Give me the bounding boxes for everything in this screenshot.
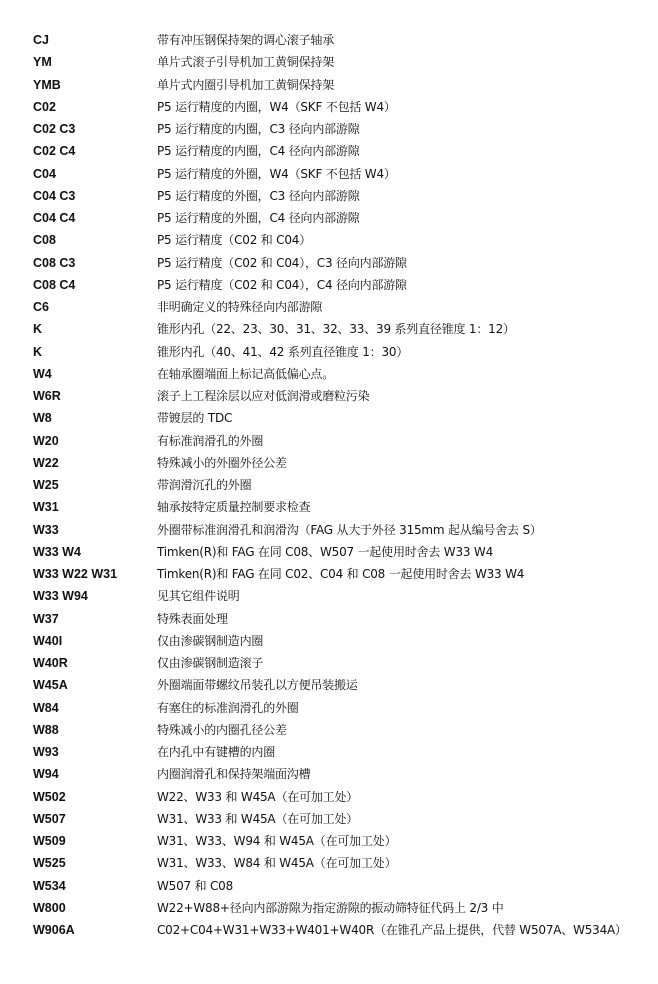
table-row — [0, 474, 658, 496]
suffix-code: W20 — [33, 433, 59, 448]
table-row — [0, 919, 658, 941]
suffix-description: P5 运行精度的内圈，C4 径向内部游隙 — [157, 144, 360, 159]
suffix-description: P5 运行精度（C02 和 C04） — [157, 233, 312, 248]
table-row — [0, 496, 658, 518]
table-row — [0, 897, 658, 919]
suffix-description: 带润滑沉孔的外圈 — [157, 478, 252, 492]
suffix-code: W93 — [33, 745, 59, 759]
suffix-code: W25 — [33, 478, 59, 492]
suffix-description: 带镀层的 TDC — [157, 411, 233, 426]
suffix-description: 带有冲压钢保持架的调心滚子轴承 — [157, 33, 335, 47]
suffix-description: 单片式内圈引导机加工黄铜保持架 — [157, 77, 335, 92]
suffix-code: W534 — [33, 878, 66, 893]
suffix-code: CJ — [33, 33, 49, 47]
table-row — [0, 185, 658, 207]
table-row — [0, 140, 658, 162]
suffix-code: W31 — [33, 500, 59, 515]
suffix-code: W37 — [33, 611, 59, 626]
suffix-code: YMB — [33, 77, 61, 92]
suffix-code: W8 — [33, 411, 52, 426]
suffix-description: 内圈润滑孔和保持架端面沟槽 — [157, 767, 311, 782]
suffix-description: 外圈带标准润滑孔和润滑沟（FAG 从大于外径 315mm 起从编号舍去 S） — [157, 522, 542, 537]
suffix-code: W33 W22 W31 — [33, 567, 118, 581]
suffix-description: P5 运行精度的外圈，C3 径向内部游隙 — [157, 188, 360, 203]
suffix-description: 滚子上工程涂层以应对低润滑或磨粒污染 — [157, 389, 370, 403]
table-row — [0, 630, 658, 652]
suffix-code: W6R — [33, 389, 61, 403]
table-row — [0, 697, 658, 719]
suffix-code: W33 W4 — [33, 544, 81, 559]
suffix-description: 在内孔中有键槽的内圈 — [157, 745, 276, 759]
suffix-description: 锥形内孔（40、41、42 系列直径锥度 1：30） — [157, 344, 409, 359]
suffix-description: W31、W33、W94 和 W45A（在可加工处） — [157, 834, 397, 848]
suffix-code: W507 — [33, 811, 66, 826]
table-row — [0, 51, 658, 73]
suffix-description: 锥形内孔（22、23、30、31、32、33、39 系列直径锥度 1：12） — [157, 322, 515, 337]
suffix-code: C02 C4 — [33, 144, 76, 159]
suffix-code: W84 — [33, 700, 59, 715]
table-row — [0, 808, 658, 830]
table-row — [0, 786, 658, 808]
suffix-code: C04 — [33, 166, 56, 181]
suffix-description: 单片式滚子引导机加工黄铜保持架 — [157, 55, 335, 70]
table-row — [0, 674, 658, 696]
table-row — [0, 430, 658, 452]
suffix-description: 非明确定义的特殊径向内部游隙 — [157, 300, 323, 314]
suffix-description: 有标准润滑孔的外圈 — [157, 433, 264, 448]
suffix-description: 外圈端面带螺纹吊装孔以方便吊装搬运 — [157, 678, 358, 693]
table-row — [0, 341, 658, 363]
suffix-code: C08 C4 — [33, 277, 76, 292]
suffix-description: W507 和 C08 — [157, 878, 234, 893]
suffix-description: P5 运行精度（C02 和 C04），C3 径向内部游隙 — [157, 255, 407, 270]
suffix-description: 仅由渗碳钢制造内圈 — [157, 633, 264, 648]
suffix-description: 特殊减小的外圈外径公差 — [157, 455, 287, 470]
suffix-code: W33 W94 — [33, 589, 88, 604]
table-row — [0, 318, 658, 340]
table-row — [0, 229, 658, 251]
table-row — [0, 96, 658, 118]
table-row — [0, 274, 658, 296]
suffix-description: W22、W33 和 W45A（在可加工处） — [157, 789, 359, 804]
suffix-description: C02+C04+W31+W33+W401+W40R（在锥孔产品上提供，代替 W507A、W534A） — [157, 923, 627, 937]
suffix-code: W502 — [33, 789, 66, 804]
suffix-code: W94 — [33, 767, 59, 782]
table-row — [0, 163, 658, 185]
suffix-code: C04 C4 — [33, 211, 76, 225]
suffix-description: Timken(R)和 FAG 在同 C08、W507 一起使用时舍去 W33 W4 — [157, 544, 494, 559]
table-row — [0, 541, 658, 563]
table-row — [0, 830, 658, 852]
suffix-description: 特殊减小的内圈孔径公差 — [157, 722, 287, 737]
suffix-code: W906A — [33, 923, 75, 937]
suffix-description: P5 运行精度的内圈，W4（SKF 不包括 W4） — [157, 99, 396, 114]
suffix-description: W31、W33 和 W45A（在可加工处） — [157, 811, 359, 826]
suffix-description: W31、W33、W84 和 W45A（在可加工处） — [157, 856, 397, 871]
suffix-code: W45A — [33, 678, 68, 693]
suffix-description: 仅由渗碳钢制造滚子 — [157, 656, 264, 670]
suffix-description: 有塞住的标准润滑孔的外圈 — [157, 700, 299, 715]
suffix-code: W525 — [33, 856, 66, 871]
suffix-code: W88 — [33, 722, 59, 737]
suffix-description: W22+W88+径向内部游隙为指定游隙的振动筛特征代码上 2/3 中 — [157, 900, 504, 915]
suffix-description: P5 运行精度（C02 和 C04），C4 径向内部游隙 — [157, 277, 407, 292]
table-row — [0, 563, 658, 585]
table-row — [0, 875, 658, 897]
suffix-code: W22 — [33, 455, 59, 470]
table-row — [0, 29, 658, 51]
suffix-code: YM — [33, 55, 52, 70]
suffix-description: P5 运行精度的外圈，W4（SKF 不包括 W4） — [157, 166, 396, 181]
table-row — [0, 363, 658, 385]
suffix-description: 见其它组件说明 — [157, 589, 240, 604]
table-row — [0, 407, 658, 429]
suffix-code: C02 C3 — [33, 122, 76, 136]
table-row — [0, 519, 658, 541]
table-row — [0, 74, 658, 96]
table-row — [0, 452, 658, 474]
suffix-code: W40I — [33, 633, 63, 648]
table-row — [0, 719, 658, 741]
suffix-description: Timken(R)和 FAG 在同 C02、C04 和 C08 一起使用时舍去 W33 W4 — [157, 567, 525, 581]
suffix-code: K — [33, 344, 43, 359]
table-row — [0, 741, 658, 763]
table-row — [0, 385, 658, 407]
suffix-code: W509 — [33, 834, 66, 848]
table-row — [0, 296, 658, 318]
table-row — [0, 252, 658, 274]
table-row — [0, 207, 658, 229]
suffix-code: C02 — [33, 99, 56, 114]
suffix-code: W800 — [33, 900, 66, 915]
suffix-description: P5 运行精度的内圈，C3 径向内部游隙 — [157, 122, 360, 136]
suffix-code: C08 — [33, 233, 56, 248]
suffix-code: W4 — [33, 366, 52, 381]
table-row — [0, 585, 658, 607]
table-row — [0, 763, 658, 785]
suffix-code: K — [33, 322, 43, 337]
suffix-code: C04 C3 — [33, 188, 76, 203]
table-row — [0, 852, 658, 874]
suffix-code: W40R — [33, 656, 68, 670]
table-row — [0, 118, 658, 140]
suffix-code: C08 C3 — [33, 255, 76, 270]
suffix-code: C6 — [33, 300, 49, 314]
suffix-description: 在轴承圈端面上标记高低偏心点。 — [157, 366, 335, 381]
suffix-description: 特殊表面处理 — [157, 611, 228, 626]
suffix-code: W33 — [33, 522, 59, 537]
table-row — [0, 652, 658, 674]
suffix-description: P5 运行精度的外圈，C4 径向内部游隙 — [157, 211, 360, 225]
suffix-description: 轴承按特定质量控制要求检查 — [157, 500, 311, 515]
suffix-code-table — [0, 29, 658, 941]
table-row — [0, 608, 658, 630]
